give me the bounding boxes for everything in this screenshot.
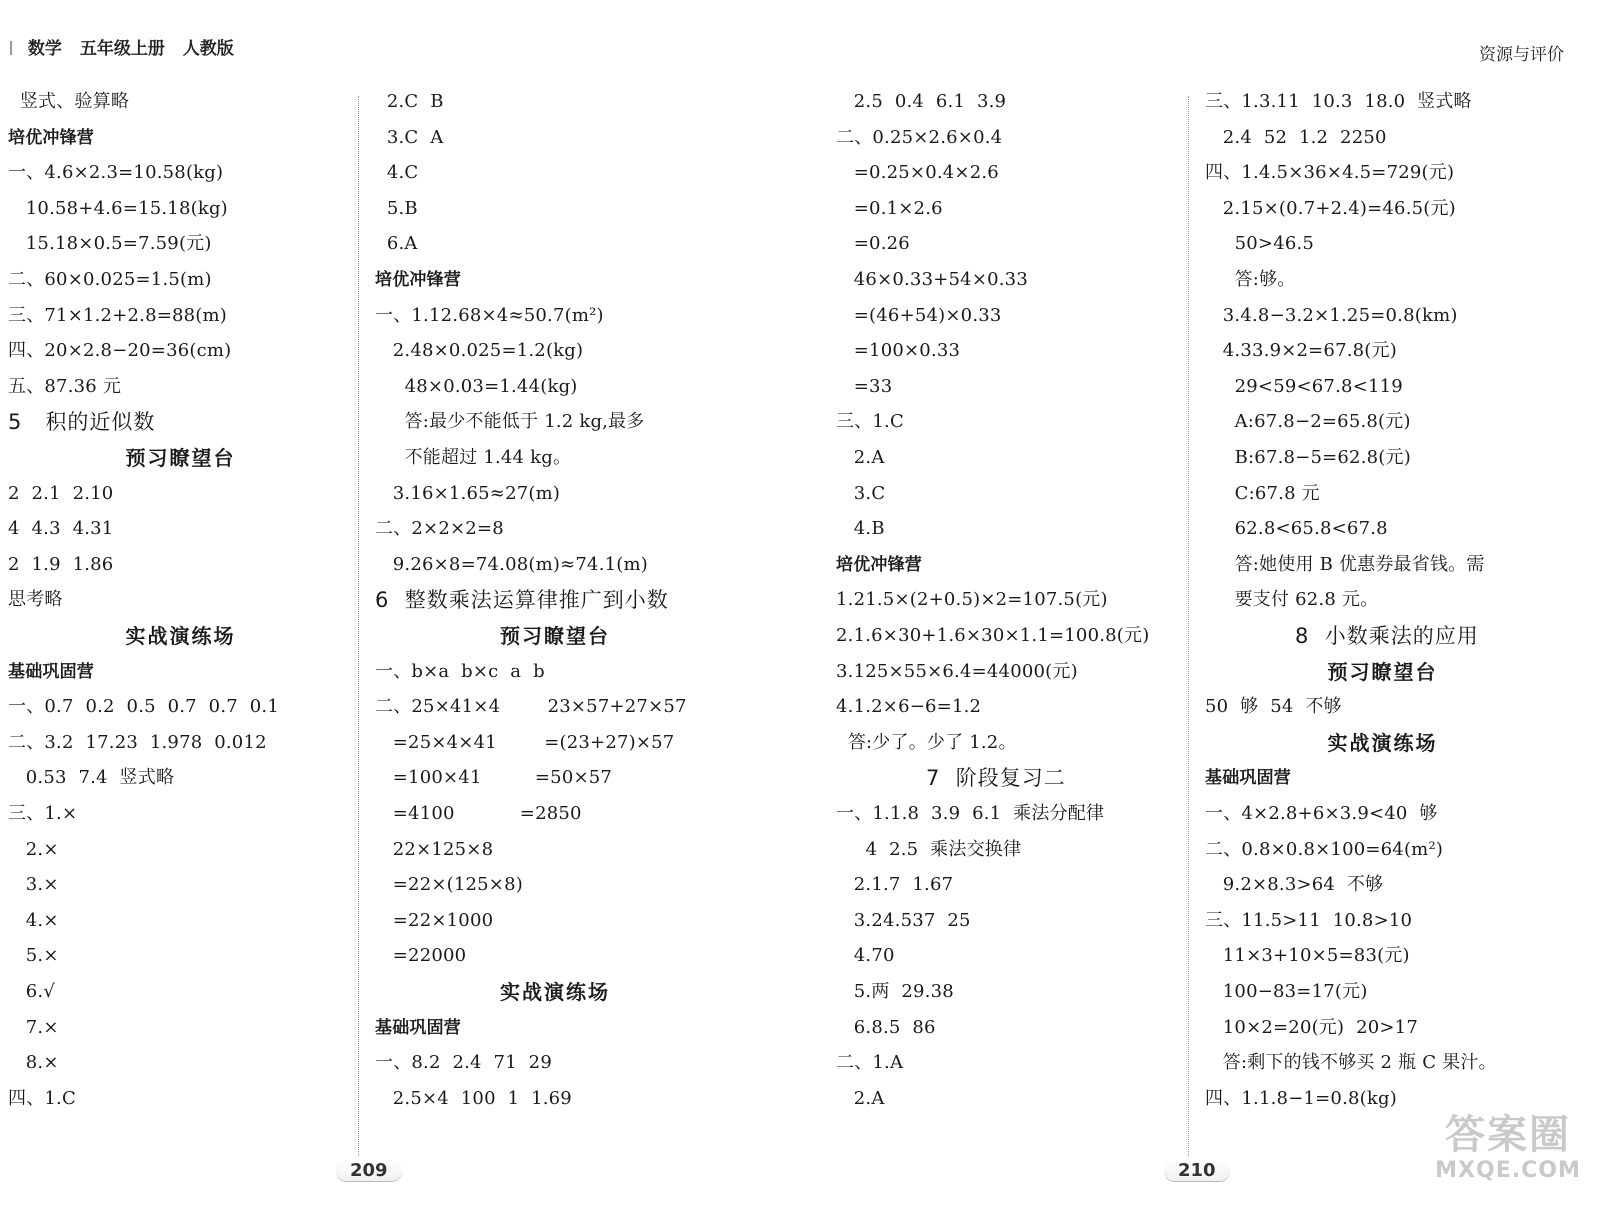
answer-line: 15.18×0.5=7.59(元) <box>8 233 212 255</box>
section-label: 基础巩固营 <box>8 661 94 682</box>
answer-line: 二、0.25×2.6×0.4 <box>836 126 1003 148</box>
answer-line: =0.26 <box>836 233 910 255</box>
answer-line: 要支付 62.8 元。 <box>1205 589 1379 611</box>
section-subtitle: 实战演练场 <box>125 624 236 648</box>
column-divider <box>358 96 359 1156</box>
answer-line: 4.70 <box>836 945 895 967</box>
answer-line: 50>46.5 <box>1205 233 1315 255</box>
answer-line: 三、1.× <box>8 803 78 824</box>
answer-line: 二、60×0.025=1.5(m) <box>8 269 212 290</box>
answer-line: 四、1.1.8−1=0.8(kg) <box>1205 1087 1397 1109</box>
answer-line: 四、20×2.8−20=36(cm) <box>8 340 232 362</box>
answer-line: 1.21.5×(2+0.5)×2=107.5(元) <box>836 589 1108 611</box>
answer-line: 2.A <box>836 447 885 468</box>
answer-line: 4 4.3 4.31 <box>8 518 114 540</box>
answer-line: =(46+54)×0.33 <box>836 304 1002 326</box>
answer-line: =4100 =2850 <box>375 803 582 824</box>
answer-line: 9.2×8.3>64 不够 <box>1205 874 1384 896</box>
header-grade: 五年级上册 <box>79 39 165 59</box>
answer-line: 一、0.7 0.2 0.5 0.7 0.7 0.1 <box>8 696 279 718</box>
header-edition: 人教版 <box>182 39 234 59</box>
answer-line: 10.58+4.6=15.18(kg) <box>8 197 228 219</box>
answer-line: 竖式、验算略 <box>8 91 130 112</box>
answer-line: 答:少了。少了 1.2。 <box>836 731 1017 753</box>
header-bar-mark <box>10 41 12 55</box>
answer-line: 不能超过 1.44 kg。 <box>375 447 572 468</box>
section-label: 培优冲锋营 <box>836 554 922 575</box>
answer-line: 2.C B <box>375 91 444 112</box>
answer-line: 3.24.537 25 <box>836 909 971 931</box>
answer-line: 4.1.2×6−6=1.2 <box>836 696 982 718</box>
answer-line: 4 2.5 乘法交换律 <box>836 838 1022 860</box>
answer-line: 7.× <box>8 1016 59 1038</box>
header-right: 资源与评价 <box>1479 45 1564 65</box>
answer-line: 46×0.33+54×0.33 <box>836 269 1028 290</box>
column-divider <box>1188 96 1189 1156</box>
answer-line: B:67.8−5=62.8(元) <box>1205 447 1411 468</box>
answer-line: =22×(125×8) <box>375 874 523 896</box>
answer-line: 一、1.12.68×4≈50.7(m²) <box>375 304 604 326</box>
header-subject: 数学 <box>27 39 62 59</box>
answer-line: 三、71×1.2+2.8=88(m) <box>8 304 228 326</box>
answer-line: =0.1×2.6 <box>836 197 943 219</box>
answer-line: 2.1.6×30+1.6×30×1.1=100.8(元) <box>836 625 1150 646</box>
answer-line: 答:够。 <box>1205 269 1296 290</box>
section-label: 培优冲锋营 <box>375 270 461 290</box>
answer-line: 62.8<65.8<67.8 <box>1205 518 1388 540</box>
page-number-left: 209 <box>336 1160 402 1181</box>
answer-line: 4.33.9×2=67.8(元) <box>1205 340 1397 362</box>
answer-line: A:67.8−2=65.8(元) <box>1205 411 1411 433</box>
answer-line: 6.A <box>375 233 418 255</box>
answer-line: 11×3+10×5=83(元) <box>1205 945 1410 967</box>
answer-line: 48×0.03=1.44(kg) <box>375 375 578 397</box>
answer-line: 5.× <box>8 945 59 967</box>
answer-line: 四、1.C <box>8 1087 76 1109</box>
section-subtitle: 预习瞭望台 <box>125 446 236 470</box>
header-left <box>10 34 246 59</box>
answer-line: 一、4×2.8+6×3.9<40 够 <box>1205 803 1438 824</box>
answer-line: 3.× <box>8 874 59 896</box>
answer-line: 2.48×0.025=1.2(kg) <box>375 340 584 362</box>
page-number-right: 210 <box>1164 1160 1230 1181</box>
answer-line: 2 2.1 2.10 <box>8 482 114 504</box>
answer-line: 一、1.1.8 3.9 6.1 乘法分配律 <box>836 803 1105 824</box>
answer-line: =22000 <box>375 945 467 967</box>
answer-line: =100×0.33 <box>836 340 961 362</box>
answer-line: 二、0.8×0.8×100=64(m²) <box>1205 838 1444 860</box>
watermark-name: 答案圈 <box>1445 1112 1571 1158</box>
answer-line: 2.5 0.4 6.1 3.9 <box>836 91 1007 112</box>
answer-line: 2.5×4 100 1 1.69 <box>375 1087 572 1109</box>
answer-line: 答:她使用 B 优惠券最省钱。需 <box>1205 553 1485 575</box>
section-subtitle: 预习瞭望台 <box>1327 659 1438 684</box>
chapter-title: 8 小数乘法的应用 <box>1295 624 1479 648</box>
answer-line: 2.4 52 1.2 2250 <box>1205 126 1387 148</box>
answer-line: 五、87.36 元 <box>8 375 122 397</box>
answer-line: 一、4.6×2.3=10.58(kg) <box>8 162 224 184</box>
section-label: 基础巩固营 <box>1205 768 1291 789</box>
answer-line: 10×2=20(元) 20>17 <box>1205 1016 1418 1038</box>
section-subtitle: 实战演练场 <box>1327 730 1438 755</box>
section-label: 培优冲锋营 <box>8 127 94 148</box>
chapter-title: 7 阶段复习二 <box>926 766 1066 791</box>
answer-line: 6.8.5 86 <box>836 1016 936 1038</box>
answer-line: 二、1.A <box>836 1052 904 1074</box>
watermark-url: MXQE.COM <box>1435 1158 1581 1183</box>
answer-line: 9.26×8=74.08(m)≈74.1(m) <box>375 553 648 575</box>
answer-line: 三、11.5>11 10.8>10 <box>1205 909 1413 931</box>
answer-line: 3.125×55×6.4=44000(元) <box>836 660 1078 682</box>
answer-line: 3.16×1.65≈27(m) <box>375 482 561 504</box>
answer-line: 0.53 7.4 竖式略 <box>8 767 175 789</box>
answer-line: 答:最少不能低于 1.2 kg,最多 <box>375 411 645 433</box>
answer-line: 二、2×2×2=8 <box>375 518 504 540</box>
answer-line: 2.A <box>836 1087 885 1109</box>
section-subtitle: 预习瞭望台 <box>500 624 610 648</box>
answer-line: 5.B <box>375 197 418 219</box>
answer-line: 答:剩下的钱不够买 2 瓶 C 果汁。 <box>1205 1052 1497 1074</box>
chapter-title: 5 积的近似数 <box>8 410 156 435</box>
answer-line: 二、3.2 17.23 1.978 0.012 <box>8 731 267 753</box>
answer-line: 6.√ <box>8 981 56 1002</box>
section-label: 基础巩固营 <box>375 1017 461 1038</box>
answer-line: =22×1000 <box>375 909 494 931</box>
answer-line: 2.1.7 1.67 <box>836 874 954 896</box>
answer-line: 三、1.3.11 10.3 18.0 竖式略 <box>1205 91 1472 112</box>
answer-line: 4.C <box>375 162 419 184</box>
answer-line: 22×125×8 <box>375 838 494 860</box>
answer-line: 8.× <box>8 1052 59 1074</box>
answer-line: =33 <box>836 375 893 397</box>
answer-line: 50 够 54 不够 <box>1205 696 1342 718</box>
answer-line: 3.C <box>836 482 886 504</box>
answer-line: 思考略 <box>8 589 63 611</box>
answer-line: C:67.8 元 <box>1205 482 1320 504</box>
answer-line: 100−83=17(元) <box>1205 981 1368 1002</box>
answer-line: 3.C A <box>375 126 444 148</box>
section-subtitle: 实战演练场 <box>500 980 610 1004</box>
answer-line: 四、1.4.5×36×4.5=729(元) <box>1205 162 1455 184</box>
answer-line: 29<59<67.8<119 <box>1205 375 1403 397</box>
answer-line: 3.4.8−3.2×1.25=0.8(km) <box>1205 304 1458 326</box>
answer-line: 2.× <box>8 838 59 860</box>
answer-line: 三、1.C <box>836 411 904 433</box>
answer-line: =100×41 =50×57 <box>375 767 613 789</box>
watermark <box>1428 1112 1588 1196</box>
answer-line: 2.15×(0.7+2.4)=46.5(元) <box>1205 197 1456 219</box>
answer-line: 2 1.9 1.86 <box>8 553 114 575</box>
answer-line: 4.B <box>836 518 885 540</box>
answer-line: 4.× <box>8 909 59 931</box>
answer-line: =25×4×41 =(23+27)×57 <box>375 731 675 753</box>
answer-line: 一、b×a b×c a b <box>375 660 545 682</box>
answer-line: =0.25×0.4×2.6 <box>836 162 999 184</box>
answer-line: 二、25×41×4 23×57+27×57 <box>375 696 687 718</box>
answer-line: 5.两 29.38 <box>836 981 954 1002</box>
answer-line: 一、8.2 2.4 71 29 <box>375 1052 552 1074</box>
chapter-title: 6 整数乘法运算律推广到小数 <box>375 588 669 613</box>
